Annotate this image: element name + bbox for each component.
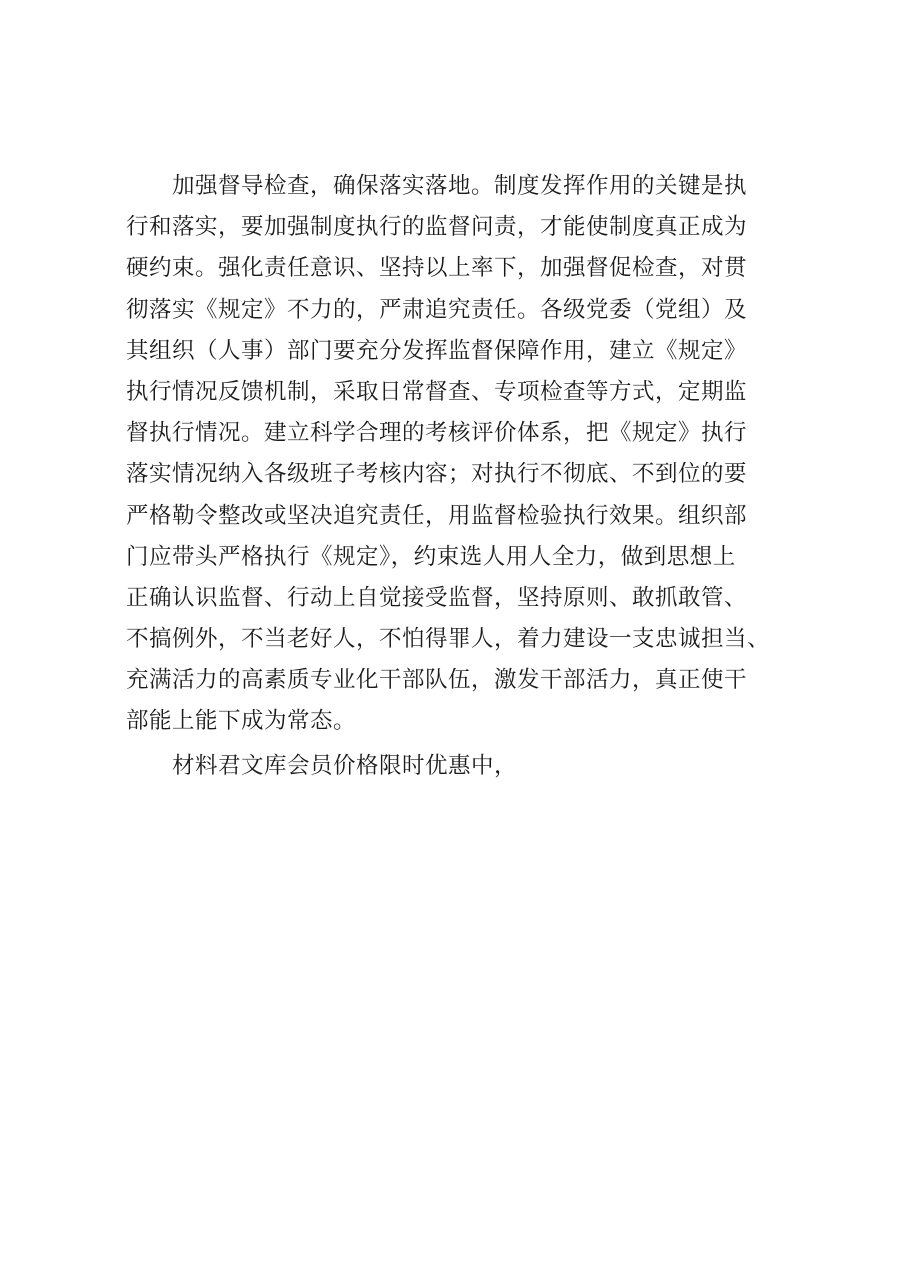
text-line: 执行情况反馈机制，采取日常督查、专项检查等方式，定期监 [126, 378, 748, 405]
text-line: 严格勒令整改或坚决追究责任，用监督检验执行效果。组织部 [126, 502, 748, 529]
text-line: 行和落实，要加强制度执行的监督问责，才能使制度真正成为 [126, 214, 748, 241]
text-line: 督执行情况。建立科学合理的考核评价体系，把《规定》执行 [126, 420, 748, 447]
text-line: 门应带头严格执行《规定》，约束选人用人全力，做到思想上 [126, 543, 736, 570]
text-line: 其组织（人事）部门要充分发挥监督保障作用，建立《规定》 [126, 337, 748, 364]
text-line: 充满活力的高素质专业化干部队伍，激发干部活力，真正使干 [126, 667, 748, 694]
body-text [126, 166, 826, 787]
promo-text: 材料君文库会员价格限时优惠中， [172, 752, 518, 779]
text-line: 落实情况纳入各级班子考核内容；对执行不彻底、不到位的要 [126, 461, 748, 488]
paragraph-supervision [126, 166, 826, 743]
text-line: 不搞例外，不当老好人，不怕得罪人，着力建设一支忠诚担当、 [126, 626, 771, 653]
paragraph-promo [126, 746, 826, 787]
text-line: 部能上能下成为常态。 [126, 708, 357, 735]
text-line: 硬约束。强化责任意识、坚持以上率下，加强督促检查，对贯 [126, 255, 748, 282]
text-line: 正确认识监督、行动上自觉接受监督，坚持原则、敢抓敢管、 [126, 584, 748, 611]
text-line: 彻落实《规定》不力的，严肃追究责任。各级党委（党组）及 [126, 296, 748, 323]
text-line: 加强督导检查，确保落实落地。制度发挥作用的关键是执 [172, 173, 748, 199]
